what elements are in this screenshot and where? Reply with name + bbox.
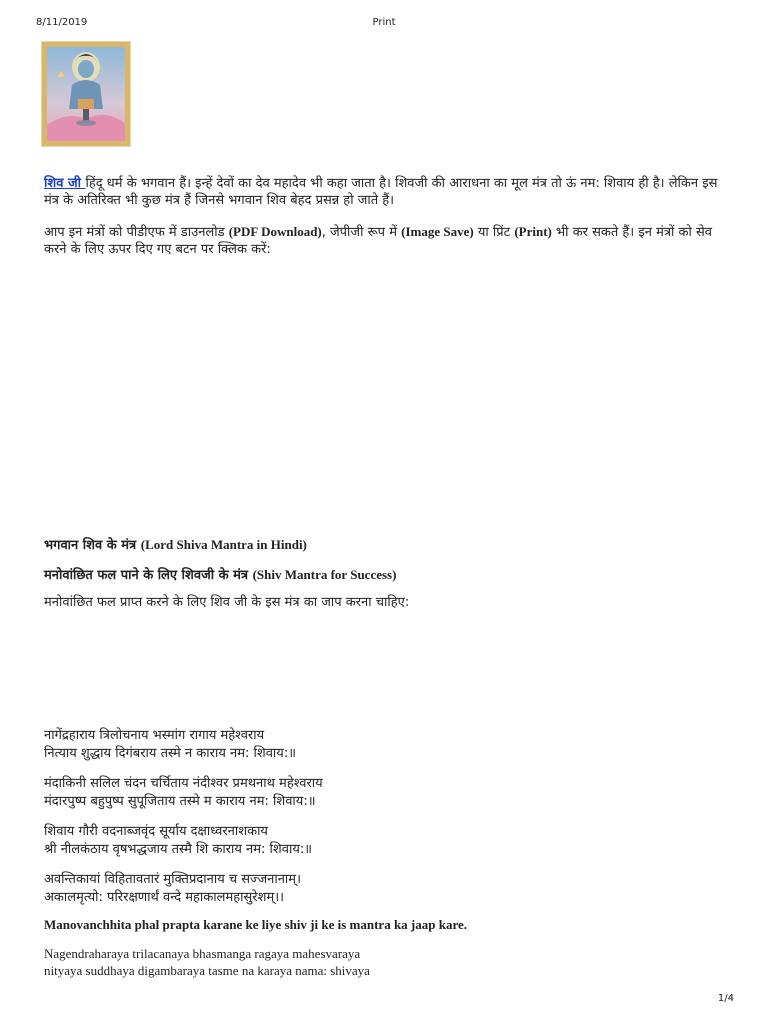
verse-line: श्री नीलकंठाय वृषभद्धजाय तस्मै शि काराय नम: शिवाय:॥ (44, 842, 313, 857)
heading1-hindi: भगवान शिव के मंत्र (44, 538, 141, 553)
download-text-4: भी कर सकते हैं। इन मंत्रों को सेव करने के लिए ऊपर दिए गए बटन पर क्लिक करें: (44, 225, 713, 257)
verse-line: नित्याय शुद्धाय दिगंबराय तस्मे न काराय नम: शिवाय:॥ (44, 746, 297, 761)
verse-line: अकालमृत्यो: परिरक्षणार्थं वन्दे महाकालमहासुरेशम्।। (44, 890, 285, 905)
transliteration-heading: Manovanchhita phal prapta karane ke liye shiv ji ke is mantra ka jaap kare. (44, 917, 468, 932)
heading2-english: (Shiv Mantra for Success) (252, 567, 397, 582)
image-save-label: (Image Save) (401, 224, 474, 239)
mantra-verse (44, 775, 323, 811)
download-text-3: या प्रिंट (473, 225, 515, 240)
section-heading-shiv-mantra-success (44, 565, 396, 583)
transliteration-line: nityaya suddhaya digambaraya tasme na karaya nama: shivaya (44, 963, 370, 978)
shiv-ji-link[interactable]: शिव जी (44, 176, 86, 191)
mantra-verse (44, 727, 296, 763)
download-paragraph (44, 223, 724, 258)
section-heading-lord-shiva-mantra (44, 535, 307, 553)
verse-line: अवन्तिकायां विहितावतारं मुक्तिप्रदानाय च सज्जनानाम्। (44, 872, 301, 887)
download-text-2: , जेपीजी रूप में (321, 225, 402, 240)
page-number: 1/4 (717, 993, 734, 1004)
pdf-download-label: (PDF Download) (228, 224, 322, 239)
verse-line: नागेंद्रहाराय त्रिलोचनाय भस्मांग रागाय महेश्वराय (44, 728, 265, 743)
print-title: Print (372, 17, 396, 28)
shiva-portrait-icon (47, 47, 125, 141)
mantra-verse (44, 871, 301, 907)
heading1-english: (Lord Shiva Mantra in Hindi) (140, 537, 307, 552)
benefit-text: मनोवांछित फल प्राप्त करने के लिए शिव जी के इस मंत्र का जाप करना चाहिए: (44, 595, 410, 610)
verse-line: मंदारपुष्प बहुपुष्प सुपूजिताय तस्मे म काराय नम: शिवाय:॥ (44, 794, 316, 809)
print-label: (Print) (514, 224, 552, 239)
transliteration-block (44, 945, 370, 979)
transliteration-line: Nagendraharaya trilacanaya bhasmanga ragaya mahesvaraya (44, 946, 361, 961)
mantra-verse (44, 823, 312, 859)
intro-text: हिंदू धर्म के भगवान हैं। इन्हें देवों का देव महादेव भी कहा जाता है। शिवजी की आराधना का मूल मंत्र तो ऊं नम: शिवाय ही है। लेकिन इस मंत्र के अतिरिक्त भी कुछ मंत्र हैं जिनसे भगवान शिव बेहद प्रसन्न हो जाते हैं। (44, 176, 718, 208)
print-date: 8/11/2019 (36, 17, 88, 28)
verse-line: शिवाय गौरी वदनाब्जवृंद सूर्याय दक्षाध्वरनाशकाय (44, 824, 268, 839)
verse-line: मंदाकिनी सलिल चंदन चर्चिताय नंदीश्वर प्रमथनाथ महेश्वराय (44, 776, 323, 791)
download-text-1: आप इन मंत्रों को पीडीएफ में डाउनलोड (44, 225, 229, 240)
intro-paragraph (44, 175, 724, 209)
heading2-hindi: मनोवांछित फल पाने के लिए शिवजी के मंत्र (44, 568, 253, 583)
shiva-image (42, 42, 130, 146)
